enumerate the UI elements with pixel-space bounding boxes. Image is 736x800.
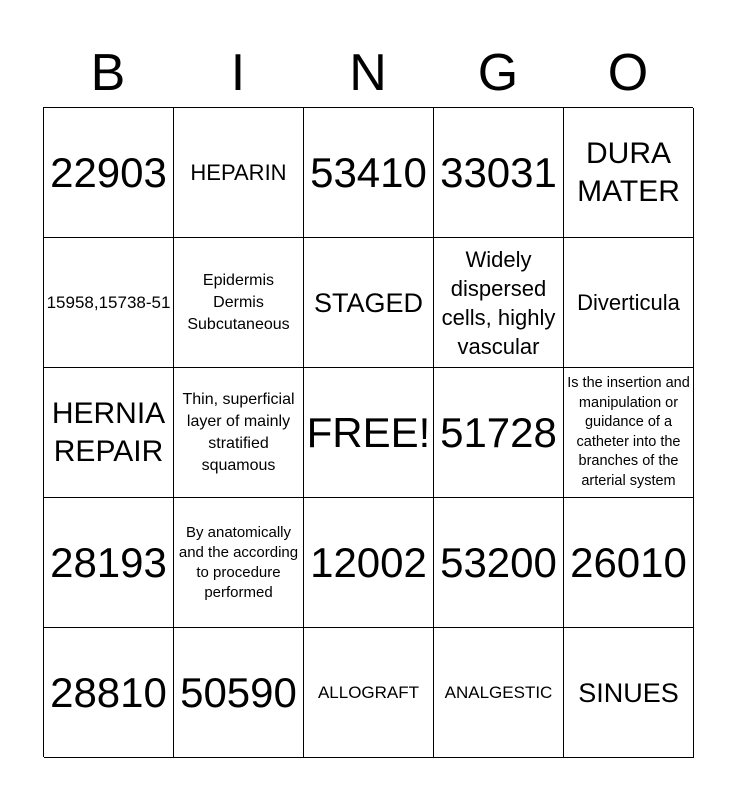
- cell-text: 28810: [50, 668, 167, 716]
- cell-text: HERNIA REPAIR: [51, 396, 166, 468]
- header-letter-n: N: [349, 44, 387, 102]
- cell-text: By anatomically and the according to procedure performed: [178, 523, 299, 601]
- free-space: FREE!: [306, 408, 431, 456]
- header-letter-i: I: [230, 44, 246, 102]
- header-letter-g: G: [477, 44, 519, 102]
- cell-text: 28193: [50, 538, 167, 586]
- cell-text: Diverticula: [577, 290, 680, 315]
- bingo-cell-r2-c4[interactable]: [434, 238, 564, 368]
- bingo-cell-r5-c1[interactable]: [44, 628, 174, 758]
- cell-text: 15958,15738-51: [46, 292, 171, 312]
- bingo-cell-r3-c4[interactable]: [434, 368, 564, 498]
- cell-text: Widely dispersed cells, highly vascular: [441, 246, 556, 359]
- bingo-cell-r5-c2[interactable]: [174, 628, 304, 758]
- cell-text: STAGED: [313, 287, 423, 318]
- bingo-board: [43, 107, 693, 757]
- bingo-cell-r1-c3[interactable]: [304, 108, 434, 238]
- bingo-cell-r5-c3[interactable]: [304, 628, 434, 758]
- bingo-cell-r1-c1[interactable]: [44, 108, 174, 238]
- bingo-cell-r3-c2[interactable]: [174, 368, 304, 498]
- cell-text: 53410: [310, 148, 427, 196]
- bingo-cell-r4-c4[interactable]: [434, 498, 564, 628]
- bingo-cell-r4-c3[interactable]: [304, 498, 434, 628]
- bingo-cell-r2-c2[interactable]: [174, 238, 304, 368]
- cell-text: 26010: [570, 538, 687, 586]
- cell-text: ANALGESTIC: [444, 682, 553, 702]
- bingo-cell-r5-c4[interactable]: [434, 628, 564, 758]
- cell-text: DURA MATER: [577, 136, 680, 208]
- header-letter-o: O: [607, 44, 649, 102]
- bingo-cell-r3-c1[interactable]: [44, 368, 174, 498]
- bingo-cell-r1-c5[interactable]: [564, 108, 694, 238]
- cell-text: 50590: [180, 668, 297, 716]
- bingo-cell-r4-c5[interactable]: [564, 498, 694, 628]
- bingo-cell-r1-c2[interactable]: [174, 108, 304, 238]
- cell-text: SINUES: [578, 677, 679, 708]
- bingo-cell-r4-c2[interactable]: [174, 498, 304, 628]
- bingo-cell-r5-c5[interactable]: [564, 628, 694, 758]
- cell-text: Is the insertion and manipulation or guidance of a catheter into the branches of the arterial system: [567, 375, 690, 489]
- bingo-cell-r4-c1[interactable]: [44, 498, 174, 628]
- cell-text: HEPARIN: [190, 160, 287, 185]
- cell-text: 12002: [310, 538, 427, 586]
- bingo-cell-r2-c1[interactable]: [44, 238, 174, 368]
- bingo-cell-r2-c5[interactable]: [564, 238, 694, 368]
- cell-text: 22903: [50, 148, 167, 196]
- cell-text: Thin, superficial layer of mainly stratified squamous: [182, 390, 295, 474]
- bingo-cell-r3-c5[interactable]: [564, 368, 694, 498]
- cell-text: Epidermis Dermis Subcutaneous: [187, 271, 290, 333]
- cell-text: ALLOGRAFT: [317, 682, 420, 702]
- bingo-cell-r3-c3[interactable]: [304, 368, 434, 498]
- cell-text: 51728: [440, 408, 557, 456]
- cell-text: 53200: [440, 538, 557, 586]
- bingo-cell-r2-c3[interactable]: [304, 238, 434, 368]
- cell-text: 33031: [440, 148, 557, 196]
- header-letter-b: B: [90, 44, 126, 102]
- bingo-cell-r1-c4[interactable]: [434, 108, 564, 238]
- bingo-header: [43, 42, 693, 104]
